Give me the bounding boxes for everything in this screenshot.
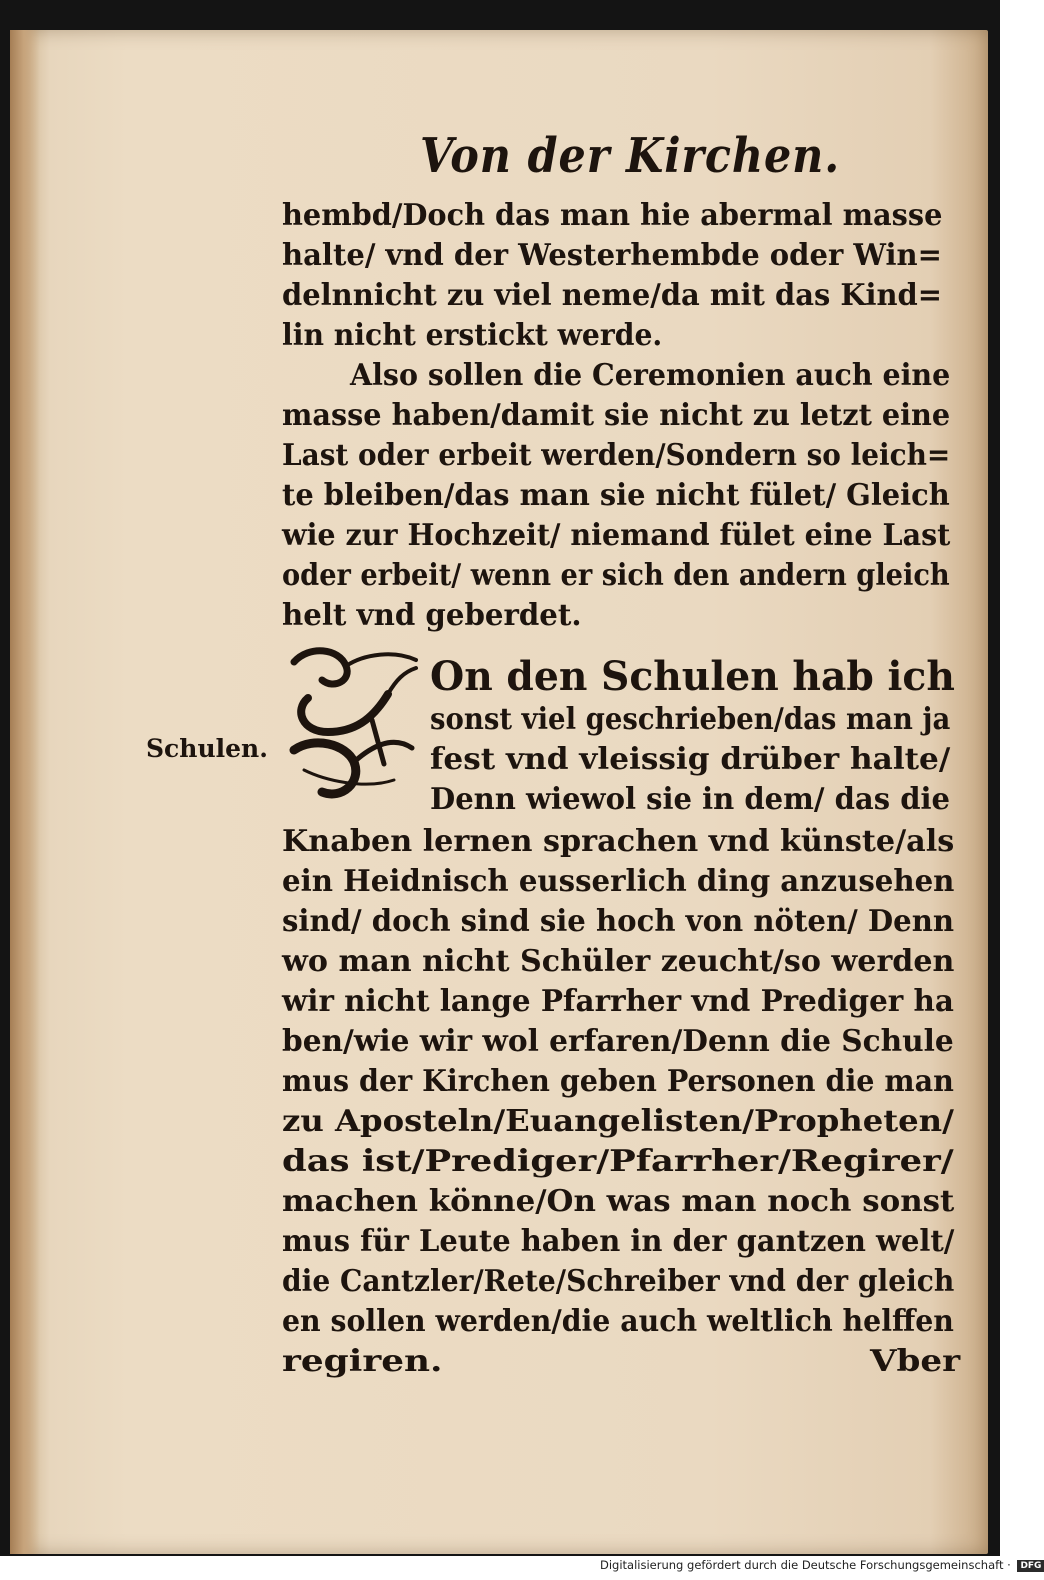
credit-text: Digitalisierung gefördert durch die Deutsche Forschungsgemeinschaft	[600, 1558, 1004, 1572]
text-line: oder erbeit/ wenn er sich den andern gleich	[282, 558, 950, 593]
text-line: Also sollen die Ceremonien auch eine	[350, 358, 951, 393]
text-line: Last oder erbeit werden/Sondern so leich=	[282, 438, 951, 473]
dfg-logo: DFG	[1017, 1560, 1044, 1572]
margin-note: Schulen.	[146, 734, 268, 763]
text-line: sind/ doch sind sie hoch von nöten/ Denn	[282, 904, 955, 939]
text-line: halte/ vnd der Westerhembde oder Win=	[282, 238, 942, 273]
text-line: ben/wie wir wol erfaren/Denn die Schule	[282, 1024, 954, 1059]
text-line: mus für Leute haben in der gantzen welt/	[282, 1224, 955, 1259]
digitization-credit: Digitalisierung gefördert durch die Deutsche Forschungsgemeinschaft · DFG	[600, 1558, 995, 1578]
text-line: Vber	[870, 1344, 961, 1379]
text-line: masse haben/damit sie nicht zu letzt eine	[282, 398, 951, 433]
text-line: te bleiben/das man sie nicht fület/ Gleich	[282, 478, 950, 513]
text-line: das ist/Prediger/Pfarrher/Regirer/	[282, 1144, 954, 1179]
text-line: On den Schulen hab ich	[430, 653, 955, 700]
text-line: Knaben lernen sprachen vnd künste/als	[282, 824, 955, 859]
text-line: delnnicht zu viel neme/da mit das Kind=	[282, 278, 943, 313]
text-line: wir nicht lange Pfarrher vnd Prediger ha	[282, 984, 954, 1019]
text-line: Denn wiewol sie in dem/ das die	[430, 782, 951, 817]
text-line: regiren.	[282, 1344, 443, 1379]
text-line: machen könne/On was man noch sonst	[282, 1184, 955, 1219]
running-head: Von der Kirchen.	[420, 128, 841, 184]
text-line: wo man nicht Schüler zeucht/so werden	[282, 944, 955, 979]
text-line: ein Heidnisch eusserlich ding anzusehen	[282, 864, 955, 899]
text-line: lin nicht erstickt werde.	[282, 318, 663, 353]
text-line: mus der Kirchen geben Personen die man	[282, 1064, 954, 1099]
text-line: sonst viel geschrieben/das man ja	[430, 702, 951, 737]
text-line: en sollen werden/die auch weltlich helffen	[282, 1304, 954, 1339]
text-line: zu Aposteln/Euangelisten/Propheten/	[282, 1104, 954, 1139]
page-gutter-shadow	[10, 30, 40, 1554]
text-line: wie zur Hochzeit/ niemand fület eine Last	[282, 518, 951, 553]
text-line: die Cantzler/Rete/Schreiber vnd der gleich	[282, 1264, 955, 1299]
text-line: helt vnd geberdet.	[282, 598, 582, 633]
text-line: fest vnd vleissig drüber halte/	[430, 742, 951, 777]
text-line: hembd/Doch das man hie abermal masse	[282, 198, 943, 233]
decorated-initial-v	[284, 640, 424, 810]
